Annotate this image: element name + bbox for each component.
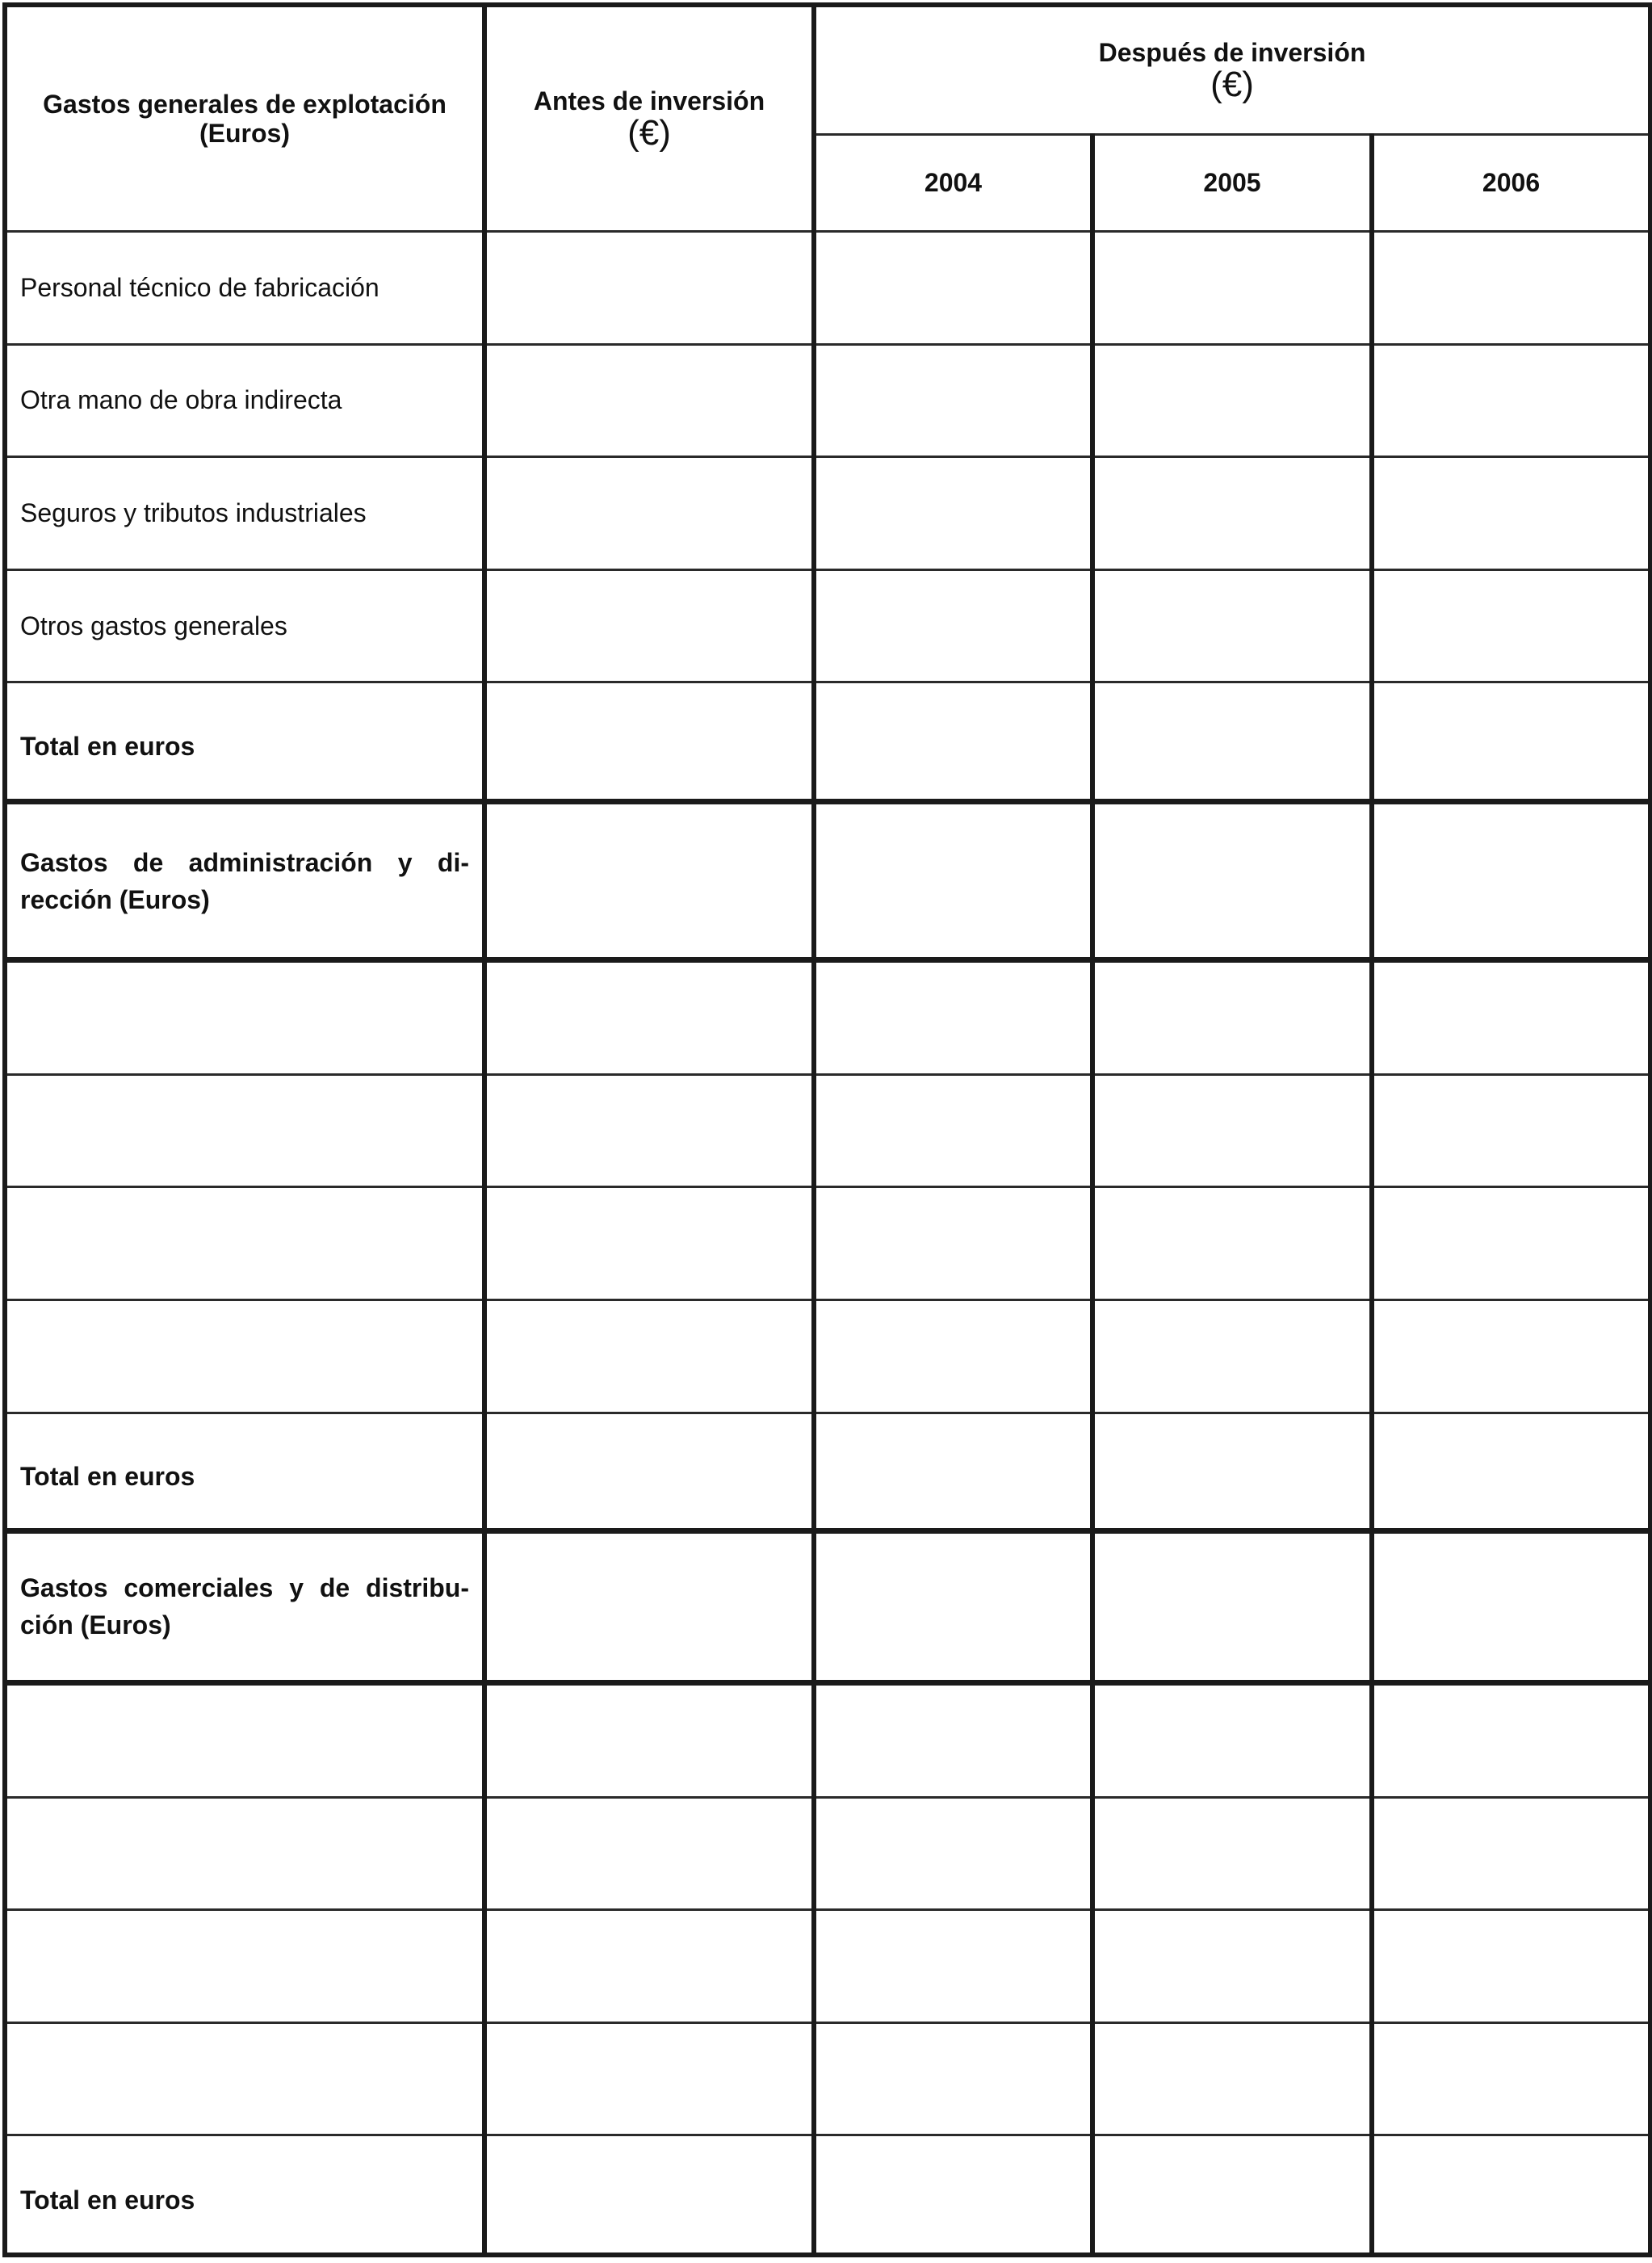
- total-cell[interactable]: [1092, 1413, 1372, 1530]
- header-row-top: [5, 5, 1650, 134]
- value-cell[interactable]: [484, 231, 814, 344]
- row-label[interactable]: [5, 1682, 484, 1797]
- section-title-commercial: Gastos comerciales y de distribución (Euros): [5, 1530, 484, 1682]
- value-cell[interactable]: [1372, 2023, 1650, 2135]
- header-after-unit: (€): [1210, 64, 1254, 104]
- table-row: [5, 960, 1650, 1075]
- value-cell[interactable]: [814, 2023, 1092, 2135]
- year-2005: 2005: [1092, 134, 1372, 231]
- table-row: [5, 231, 1650, 344]
- header-after-label: Después de inversión: [1098, 37, 1366, 67]
- total-cell[interactable]: [484, 1413, 814, 1530]
- total-cell[interactable]: [484, 2135, 814, 2255]
- value-cell[interactable]: [1372, 1075, 1650, 1187]
- value-cell[interactable]: [1092, 1910, 1372, 2023]
- total-cell[interactable]: [484, 682, 814, 802]
- value-cell[interactable]: [484, 1910, 814, 2023]
- value-cell[interactable]: [814, 1797, 1092, 1909]
- total-cell[interactable]: [1092, 682, 1372, 802]
- row-label[interactable]: [5, 1075, 484, 1187]
- total-row: [5, 682, 1650, 802]
- row-label[interactable]: [5, 1187, 484, 1299]
- value-cell[interactable]: [1372, 1187, 1650, 1299]
- value-cell[interactable]: [814, 1682, 1092, 1797]
- header-concept-label: Gastos generales de explotación (Euros): [43, 89, 447, 148]
- value-cell[interactable]: [484, 344, 814, 456]
- header-before-unit: (€): [627, 112, 671, 153]
- value-cell[interactable]: [814, 1299, 1092, 1413]
- table-row: [5, 1075, 1650, 1187]
- table-row: [5, 1797, 1650, 1909]
- value-cell[interactable]: [814, 569, 1092, 682]
- value-cell[interactable]: [1372, 1797, 1650, 1909]
- value-cell[interactable]: [1372, 960, 1650, 1075]
- table-row: [5, 569, 1650, 682]
- header-after-investment: [814, 5, 1650, 134]
- value-cell[interactable]: [1092, 1299, 1372, 1413]
- header-before-investment: [484, 5, 814, 231]
- value-cell[interactable]: [814, 1910, 1092, 2023]
- total-cell[interactable]: [1372, 682, 1650, 802]
- section-title-administration: Gastos de administración y dirección (Euros): [5, 802, 484, 960]
- value-cell[interactable]: [1372, 1530, 1650, 1682]
- value-cell[interactable]: [1372, 1299, 1650, 1413]
- value-cell[interactable]: [1372, 231, 1650, 344]
- value-cell[interactable]: [484, 1682, 814, 1797]
- value-cell[interactable]: [1092, 231, 1372, 344]
- row-label: Otra mano de obra indirecta: [5, 344, 484, 456]
- value-cell[interactable]: [484, 569, 814, 682]
- table-row: [5, 1682, 1650, 1797]
- value-cell[interactable]: [1372, 456, 1650, 569]
- total-label: Total en euros: [5, 1413, 484, 1530]
- value-cell[interactable]: [814, 344, 1092, 456]
- row-label: Otros gastos generales: [5, 569, 484, 682]
- value-cell[interactable]: [484, 2023, 814, 2135]
- value-cell[interactable]: [1092, 344, 1372, 456]
- value-cell[interactable]: [1372, 1682, 1650, 1797]
- value-cell[interactable]: [484, 456, 814, 569]
- section-header-row: [5, 802, 1650, 960]
- value-cell[interactable]: [484, 802, 814, 960]
- value-cell[interactable]: [1092, 456, 1372, 569]
- table-row: [5, 1299, 1650, 1413]
- table-row: [5, 1910, 1650, 2023]
- value-cell[interactable]: [484, 960, 814, 1075]
- table-row: [5, 344, 1650, 456]
- value-cell[interactable]: [1092, 960, 1372, 1075]
- value-cell[interactable]: [1372, 569, 1650, 682]
- header-before-label: Antes de inversión: [533, 86, 765, 115]
- row-label[interactable]: [5, 960, 484, 1075]
- table-row: [5, 2023, 1650, 2135]
- value-cell[interactable]: [1092, 1187, 1372, 1299]
- value-cell[interactable]: [814, 1530, 1092, 1682]
- value-cell[interactable]: [1092, 2023, 1372, 2135]
- header-concept: [5, 5, 484, 231]
- total-cell[interactable]: [814, 682, 1092, 802]
- value-cell[interactable]: [814, 802, 1092, 960]
- value-cell[interactable]: [1372, 802, 1650, 960]
- year-2006: 2006: [1372, 134, 1650, 231]
- total-label: Total en euros: [5, 682, 484, 802]
- value-cell[interactable]: [814, 456, 1092, 569]
- row-label: Seguros y tributos industriales: [5, 456, 484, 569]
- value-cell[interactable]: [814, 231, 1092, 344]
- total-cell[interactable]: [1092, 2135, 1372, 2255]
- total-row: [5, 1413, 1650, 1530]
- total-cell[interactable]: [814, 1413, 1092, 1530]
- value-cell[interactable]: [1092, 802, 1372, 960]
- value-cell[interactable]: [484, 1530, 814, 1682]
- row-label: Personal técnico de fabricación: [5, 231, 484, 344]
- expenses-form-table: [2, 2, 1652, 2257]
- value-cell[interactable]: [484, 1075, 814, 1187]
- value-cell[interactable]: [1372, 1910, 1650, 2023]
- total-cell[interactable]: [1372, 2135, 1650, 2255]
- row-label[interactable]: [5, 1299, 484, 1413]
- value-cell[interactable]: [484, 1299, 814, 1413]
- value-cell[interactable]: [1092, 1075, 1372, 1187]
- total-cell[interactable]: [814, 2135, 1092, 2255]
- row-label[interactable]: [5, 1910, 484, 2023]
- value-cell[interactable]: [1092, 1530, 1372, 1682]
- value-cell[interactable]: [1092, 1682, 1372, 1797]
- row-label[interactable]: [5, 2023, 484, 2135]
- value-cell[interactable]: [1372, 344, 1650, 456]
- section-header-row: [5, 1530, 1650, 1682]
- value-cell[interactable]: [1092, 569, 1372, 682]
- value-cell[interactable]: [484, 1187, 814, 1299]
- value-cell[interactable]: [1092, 1797, 1372, 1909]
- value-cell[interactable]: [814, 960, 1092, 1075]
- value-cell[interactable]: [484, 1797, 814, 1909]
- value-cell[interactable]: [814, 1075, 1092, 1187]
- total-label: Total en euros: [5, 2135, 484, 2255]
- total-cell[interactable]: [1372, 1413, 1650, 1530]
- table-row: [5, 1187, 1650, 1299]
- year-2004: 2004: [814, 134, 1092, 231]
- total-row: [5, 2135, 1650, 2255]
- value-cell[interactable]: [814, 1187, 1092, 1299]
- row-label[interactable]: [5, 1797, 484, 1909]
- table-row: [5, 456, 1650, 569]
